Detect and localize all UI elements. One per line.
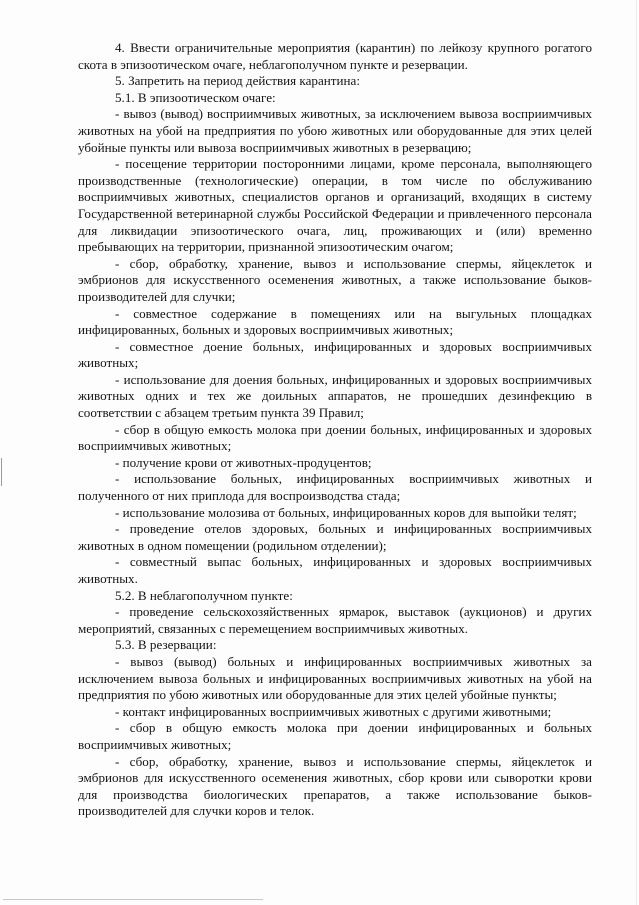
paragraph: - использование молозива от больных, инфицированных коров для выпойки телят; — [115, 504, 577, 520]
paragraph: 4. Ввести ограничительные мероприятия (карантин) по лейкозу крупного рогатого скота в эпизоотическом очаге, неблагополучном пункте и резервации. — [78, 40, 592, 72]
paragraph: - вывоз (вывод) восприимчивых животных, за исключением вывоза восприимчивых животных на убой на предприятия по убою животных или оборудованные для этих целей убойные пункты или вывоза восприимчивых животных в резервацию; — [78, 106, 592, 155]
scan-edge-mark — [1, 458, 2, 486]
paragraph: - посещение территории посторонними лицами, кроме персонала, выполняющего производственные (технологические) операции, в том числе по обслуживанию восприимчивых животных, специалистов органов и организаций, входящих в систему Государственной ветеринарной службы Российской Федерации и привлеченного персонала для ликвидации эпизоотического очага, лиц, проживающих и (или) временно пребывающих на территории, признанной эпизоотическим очагом; — [78, 156, 592, 255]
paragraph: - сбор в общую емкость молока при доении больных, инфицированных и здоровых восприимчивых животных; — [78, 421, 592, 454]
section-heading: 5.3. В резервации: — [115, 637, 217, 653]
paragraph: - сбор, обработку, хранение, вывоз и использование спермы, яйцеклеток и эмбрионов для искусственного осеменения животных, сбор крови или сыворотки крови для производства биологических препаратов, а также использование быков-производителей для случки коров и телок. — [78, 753, 592, 819]
paragraph: - проведение сельскохозяйственных ярмарок, выставок (аукционов) и других мероприятий, связанных с перемещением восприимчивых животных. — [78, 604, 592, 636]
section-heading: - получение крови от животных-продуцентов; — [115, 454, 372, 470]
section-heading: - контакт инфицированных восприимчивых животных с другими животными; — [115, 703, 552, 719]
paragraph: - сбор в общую емкость молока при доении инфицированных и больных восприимчивых животных; — [78, 720, 592, 752]
paragraph: - вывоз (вывод) больных и инфицированных восприимчивых животных за исключением вывоза больных и инфицированных восприимчивых животных на убой на предприятия по убою животных или оборудованные для этих целей убойные пункты; — [78, 653, 592, 703]
section-heading: 5.1. В эпизоотическом очаге: — [115, 89, 276, 105]
footer-rule — [3, 899, 263, 900]
section-heading: 5.2. В неблагополучном пункте: — [115, 587, 293, 603]
paragraph: - совместное содержание в помещениях или на выгульных площадках инфицированных, больных и здоровых восприимчивых животных; — [78, 305, 592, 338]
paragraph: - использование больных, инфицированных восприимчивых животных и полученного от них приплода для воспроизводства стада; — [78, 471, 592, 504]
paragraph: - использование для доения больных, инфицированных и здоровых восприимчивых животных одних и тех же доильных аппаратов, не прошедших дезинфекцию в соответствии с абзацем третьим пункта 39 Правил; — [78, 371, 592, 421]
paragraph: - совместный выпас больных, инфицированных и здоровых восприимчивых животных. — [78, 554, 592, 586]
paragraph: - совместное доение больных, инфицированных и здоровых восприимчивых животных; — [78, 338, 592, 371]
paragraph: - проведение отелов здоровых, больных и инфицированных восприимчивых животных в одном помещении (родильном отделении); — [78, 521, 592, 553]
section-heading: 5. Запретить на период действия карантина: — [115, 73, 360, 89]
document-body — [78, 40, 592, 820]
paragraph: - сбор, обработку, хранение, вывоз и использование спермы, яйцеклеток и эмбрионов для искусственного осеменения животных, а также использование быков-производителей для случки; — [78, 255, 592, 304]
scan-edge-shadow — [636, 0, 637, 905]
